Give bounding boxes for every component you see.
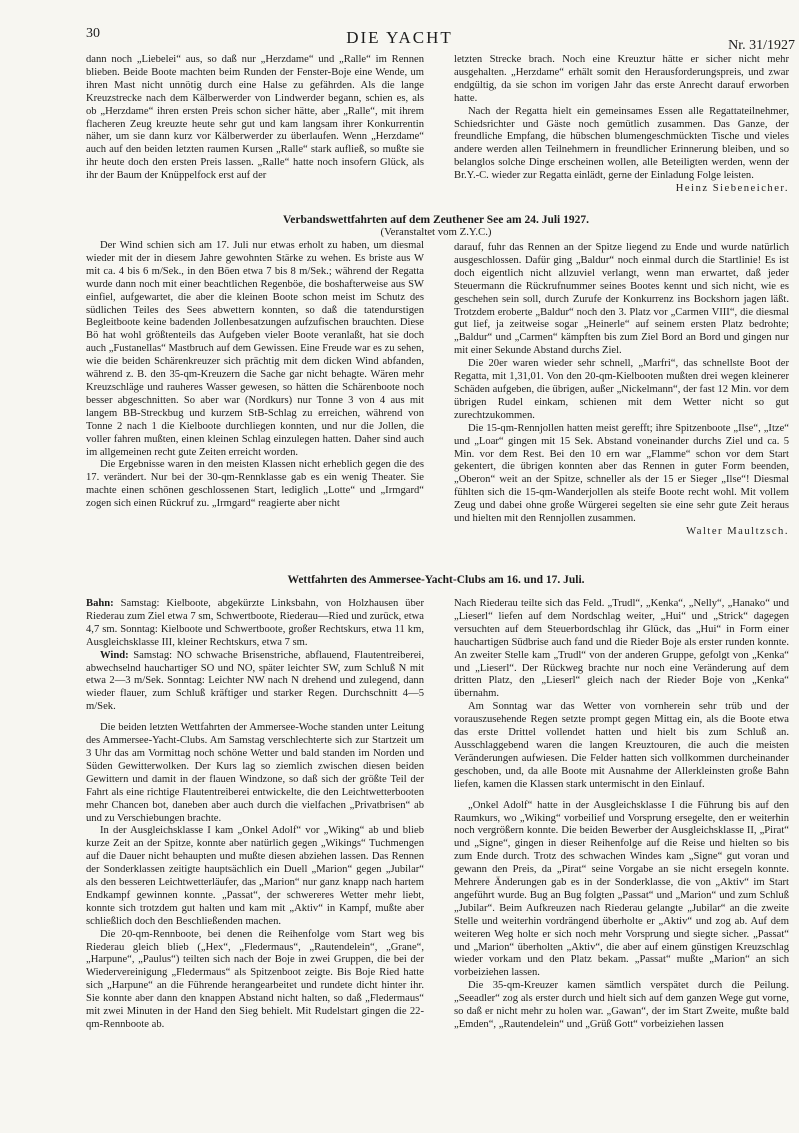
section1-signature: Walter Maultzsch. (686, 525, 789, 537)
top-left-paragraph: dann noch „Liebelei“ aus, so daß nur „Herzdame“ und „Ralle“ im Rennen blieben. Beide Boote machten beim Runden der Fenster-Boje eine Wende, um ihren Mast nicht unnötig durch eine Halse zu gefährden. Als die lange Kreuzstrecke nach dem Kälberwerder von Lindwerder begann, schien es, als ob „Herzdame“ ihren ersten Preis schon sicher hätte, aber „Ralle“, mit ihrem flacheren Zeug kreuzte heute sehr gut und kam langsam ihrer Konkurrentin näher, um sie dann kurz vor Kälberwerder zu überlaufen. Wenn „Herzdame“ auch auf den beiden letzten raumen Kursen „Ralle“ stark aufließ, so mußte sie ihr heute doch den ersten Preis lassen. „Ralle“ hatte noch insofern Glück, als ihr der Baum der Knüppelfock erst auf der (86, 54, 424, 182)
section2-right-paragraph-3: „Onkel Adolf“ hatte in der Ausgleichsklasse I die Führung bis auf den Raumkurs, wo „Wiking“ vorbeilief und Vorsprung ersegelte, den er weiterhin noch vergrößern konnte. Die beiden Bewerber der Ausgleichsklasse II, „Pirat“ und „Signe“, gingen in dieser Reihenfolge auf die Reise und hielten so bis zum Ende durch. Trotz des schwachen Windes kam „Signe“ gut voran und gewann den Preis, da „Pirat“ seine Vorgabe an sie nicht ersegeln konnte. Mehrere Änderungen gab es in der Sonderklasse, die von „Aktiv“ im Start angeführt wurde. Bug an Bug folgten „Passat“ und „Marion“ und zum Schluß „Jubilar“. Beim Aufkreuzen nach Riederau gelangte „Jubilar“ an die zweite Stelle und weiterhin vordrängend überholte er „Aktiv“ und zog ab. Auf dem weiteren Weg holte er sich noch mehr Vorsprung und siegte sicher. „Passat“ und „Marion“ überholten „Aktiv“, die aber auf einem günstigen Kreuzschlag wieder vorkam und den Platz bekam. „Passat“ mußte „Marion“ an sich vorbeiziehen lassen. (454, 799, 789, 979)
section2-heading (86, 574, 786, 586)
magazine-title: DIE YACHT (346, 28, 453, 47)
section1-title: Verbandswettfahrten auf dem Zeuthener See am 24. Juli 1927. (282, 214, 590, 226)
section2-right-paragraph-1: Nach Riederau teilte sich das Feld. „Trudl“, „Kenka“, „Nelly“, „Hanako“ und „Lieserl“ liefen auf dem Nordschlag weiter, „Hui“ und „Strick“ dagegen versuchten auf dem Steuerbordschlag ihr Glück, das „Hui“ in Form einer hauchartigen Südbrise auch fand und die Rieder Boje als erster runden konnte. An zweiter Stelle kam „Trudl“ von der anderen Gruppe, gefolgt von „Kenka“ und „Lieserl“. Der Rückweg brachte nur noch eine Veränderung auf dem dritten Platz, den „Lieserl“ gleich nach der Rieder Boje von „Kenka“ übernahm. (454, 598, 789, 700)
top-signature: Heinz Siebeneicher. (675, 183, 789, 195)
issue-number: Nr. 31/1927 (728, 38, 795, 53)
course-paragraph (86, 598, 424, 650)
section1-right-column (454, 242, 789, 539)
wind-label: Wind: (100, 649, 129, 661)
section1-right-paragraph-1: darauf, fuhr das Rennen an der Spitze liegend zu Ende und wurde natürlich ausgeschlossen. Dafür ging „Baldur“ noch einmal durch die Startlinie! Es ist doch eigentlich nicht allzuviel verlangt, wenn man erwartet, daß jeder Steuermann die Rückrufnummer seines Bootes kennt und sich nicht, wie es geschehen sein soll, durch Zurufe der Konkurrenz ins Bockshorn jagen läßt. Trotzdem eroberte „Baldur“ noch den 3. Platz vor „Carmen VIII“, die diesmal gut lief, ja zeitweise sogar „Heinerle“ auf seinem ersten Platz bedrohte; „Baldur“ und „Carmen“ kämpften bis zum Ziel Bord an Bord und gingen nur mit einer Sekunde Abstand durchs Ziel. (454, 242, 789, 357)
section1-subtitle: (Veranstaltet vom Z.Y.C.) (380, 226, 492, 238)
section2-left-paragraph-3: Die 20-qm-Rennboote, bei denen die Reihenfolge vom Start weg bis Riederau gleich blieb („Hex“, „Fledermaus“, „Rautendelein“, „Grane“, „Harpune“, „Paulus“) teilten sich nach der Boje in zwei Gruppen, die bei der Wiedervereinigung „Fledermaus“ als Spitzenboot zeigte. Bis Boje Ried hatte sich „Harpune“ an die Führende herangearbeitet und rundete dicht hinter ihr. Sie konnte aber dann den knappen Abstand nicht halten, so daß „Fledermaus“ mit zwei Minuten in der Hand den Sieg behielt. Mit Rudelstart gingen die 22-qm-Rennboote ab. (86, 928, 424, 1030)
section1-left-column (86, 240, 424, 511)
top-right-paragraph-2: Nach der Regatta hielt ein gemeinsames Essen alle Regattateilnehmer, Schiedsrichter und Gäste noch gemütlich zusammen. Das Ganze, der freundliche Empfang, die hübschen blumengeschmückten Tische und vieles andere werden allen Teilnehmern in freundlicher Erinnerung bleiben, und so belanglos solche Dinge erscheinen wollen, alle Beteiligten werden, wenn der Br.Y.-C. wieder zur Regatta einlädt, gerne der Einladung Folge leisten. (454, 105, 789, 182)
section1-left-paragraph-1: Der Wind schien sich am 17. Juli nur etwas erholt zu haben, um diesmal wieder mit der in diesem Jahre gewohnten Stärke zu wehen. Es briste aus W mit ca. 4 bis 6 m/Sek., in den Böen etwa 7 bis 8 m/Sek.; während der Regatta wurde dann noch mit einer beachtlichen Regenböe, die boshafterweise aus SW einfiel, aufgewartet, die aber die kleinen Boote schon meist im Schutz des südlichen Teiles des Sees abwettern konnten, so daß die tatendurstigen Begleitboote keine badenden Jollenbesatzungen aufzufischen brauchten. Diese Bö hat wohl größtenteils das Aufgeben vieler Boote veranlaßt, hat sie doch auch „Fustanellas“ Mastbruch auf dem Gewissen. Eine Freude war es zu sehen, wie die beiden Schärenkreuzer sich prächtig mit dem dicken Wind abfanden, während z. B. den 35-qm-Kreuzern die Sache gar nicht behagte. Wären mehr Kreuzschläge und rauheres Wasser gewesen, so hätten die Schärenboote noch besser abgeschnitten. So aber war (Nordkurs) nur Tonne 3 von 4 aus mit langem BB-Streckbug und kurzem StB-Schlag zu erreichen, während von Tonne 2 nach 1 die Kielboote durchliegen konnten, und nur die Jollen, die voller fahren mußten, einen kleinen Schlag einzulegen hatten. Daher sind auch im allgemeinen recht gute Zeiten erreicht worden. (86, 240, 424, 458)
section2-left-paragraph-2: In der Ausgleichsklasse I kam „Onkel Adolf“ vor „Wiking“ ab und blieb kurze Zeit an der Spitze, konnte aber natürlich gegen „Wikings“ Tuchmengen auf die Dauer nicht behaupten und mußte diesen abziehen lassen. Das Rennen der Sonderklassen zeitigte hauptsächlich ein Duell „Marion“ gegen „Jubilar“ als den besseren Leichtwetterläufer, das „Marion“ nur ganz knapp nach hartem Endkampf gewinnen konnte. „Passat“, der schwereres Wetter mehr liebt, konnte sich trotzdem gut halten und kam mit „Aktiv“ in Kampf, mußte aber schließlich doch den Beschließenden machen. (86, 825, 424, 927)
course-text: Samstag: Kielboote, abgekürzte Linksbahn, von Holzhausen über Riederau zum Ziel etwa 7 sm, Schwertboote, Riederau—Ried und zurück, etwa 4,7 sm. Sonntag: Kielboote und Schwertboote, großer Rechtskurs, etwa 11 km, Ausgleichsklasse III, kleiner Rechtskurs, etwa 7 sm. (86, 598, 425, 648)
section2-right-paragraph-4: Die 35-qm-Kreuzer kamen sämtlich verspätet durch die Peilung. „Seeadler“ zog als erster durch und hielt sich auf dem ganzen Wege gut vorne, so daß er nicht mehr zu holen war. „Gawan“, der im Start Zweite, mußte bald „Emden“, „Rautendelein“ und „Grüß Gott“ vorbeiziehen lassen (454, 980, 789, 1030)
top-right-paragraph-1: letzten Strecke brach. Noch eine Kreuztur hätte er sicher nicht mehr ausgehalten. „Herzdame“ erhält somit den Herausforderungspreis, und zwar endgültig, da sie schon im vorigen Jahr das erste Anrecht darauf erworben hatte. (454, 54, 789, 104)
page-number: 30 (86, 26, 100, 41)
section1-right-paragraph-2: Die 20er waren wieder sehr schnell, „Marfri“, das schnellste Boot der Regatta, mit 1,31,01. Von den 20-qm-Kielbooten mußten drei wegen kleinerer Schäden aufgeben, die übrigen, außer „Nickelmann“, der fast 12 Min. vor dem übrigen Rudel einkam, schienen mit dem Wetter nicht so gut zurechtzukommen. (454, 358, 789, 421)
section2-right-column (454, 598, 789, 1032)
section1-left-paragraph-2: Die Ergebnisse waren in den meisten Klassen nicht erheblich gegen die des 17. verändert. Nur bei der 30-qm-Rennklasse gab es ein wenig Theater. Sie machte einen schönen geschlossenen Start, lediglich „Lotte“ und „Irmgard“ zogen sich einen Rückruf zu. „Irmgard“ reagierte aber nicht (86, 459, 424, 510)
section2-title: Wettfahrten des Ammersee-Yacht-Clubs am 16. und 17. Juli. (287, 574, 585, 586)
section1-heading (86, 214, 786, 238)
section2-left-paragraph-1: Die beiden letzten Wettfahrten der Ammersee-Woche standen unter Leitung des Ammersee-Yacht-Clubs. Am Samstag verschlechterte sich zur Startzeit um 3 Uhr das am Vormittag noch schöne Wetter und bald standen im Norden und Süden Gewitterwolken. Der Kurs lag so ziemlich zwischen diesen beiden Gewittern und damit in der flauen Windzone, so daß sich der größte Teil der Fahrt als eine richtige Flautentreiberei entwickelte, die den Leichtwetterbooten mehr Chancen bot, daneben aber auch durch die vielfachen „Privatbrisen“ ab und zu Verschiebungen brachte. (86, 722, 424, 824)
section1-right-paragraph-3: Die 15-qm-Rennjollen hatten meist gerefft; ihre Spitzenboote „Ilse“, „Itze“ und „Loar“ gingen mit 15 Sek. Abstand voneinander durchs Ziel und ca. 5 Min. vor dem Rest. Bei den 10 ern war „Flamme“ schon vor dem Start gekentert, die übrigen konnten aber das Rennen in guter Form beenden, „Oberon“ weit an der Spitze, schneller als der 15 er Sieger „Ilse“! Diesmal fühlten sich die 15-qm-Wanderjollen als steife Boote recht wohl. Mit vollem Zeug und dabei ohne große Würgerei segelten sie eine sehr gute Zeit heraus und hielten mit den Rennjollen zusammen. (454, 422, 789, 525)
section2-right-paragraph-2: Am Sonntag war das Wetter von vornherein sehr trüb und der vorauszusehende Regen setzte prompt gegen Mittag ein, als die Boote etwa das erste Drittel vollendet hatten und hielt bis zum Schluß an. Ausschlaggebend waren die langen Kreuztouren, die auch die meisten Veränderungen aufwiesen. Die Felder hatten sich vollkommen durcheinander geschoben, und, da alle Boote mit Ausnahme der Allerkleinsten große Bahn liefen, kamen die Klassen stark untermischt in den Einlauf. (454, 701, 789, 790)
section2-left-column (86, 598, 424, 1032)
top-right-column (454, 54, 789, 196)
wind-text: Samstag: NO schwache Brisenstriche, abflauend, Flautentreiberei, abwechselnd hauchartiger SO und NO, später leichter SW, zum Schluß N mit etwa 2—3 m/Sek. Sonntag: Leichter NW nach N drehend und zulegend, dann wieder flauer, zum Schluß kräftiger und starker Regen. Durchschnitt 4—5 m/Sek. (86, 649, 424, 713)
top-left-column (86, 54, 424, 183)
course-label: Bahn: (86, 598, 114, 609)
wind-paragraph (86, 650, 424, 715)
